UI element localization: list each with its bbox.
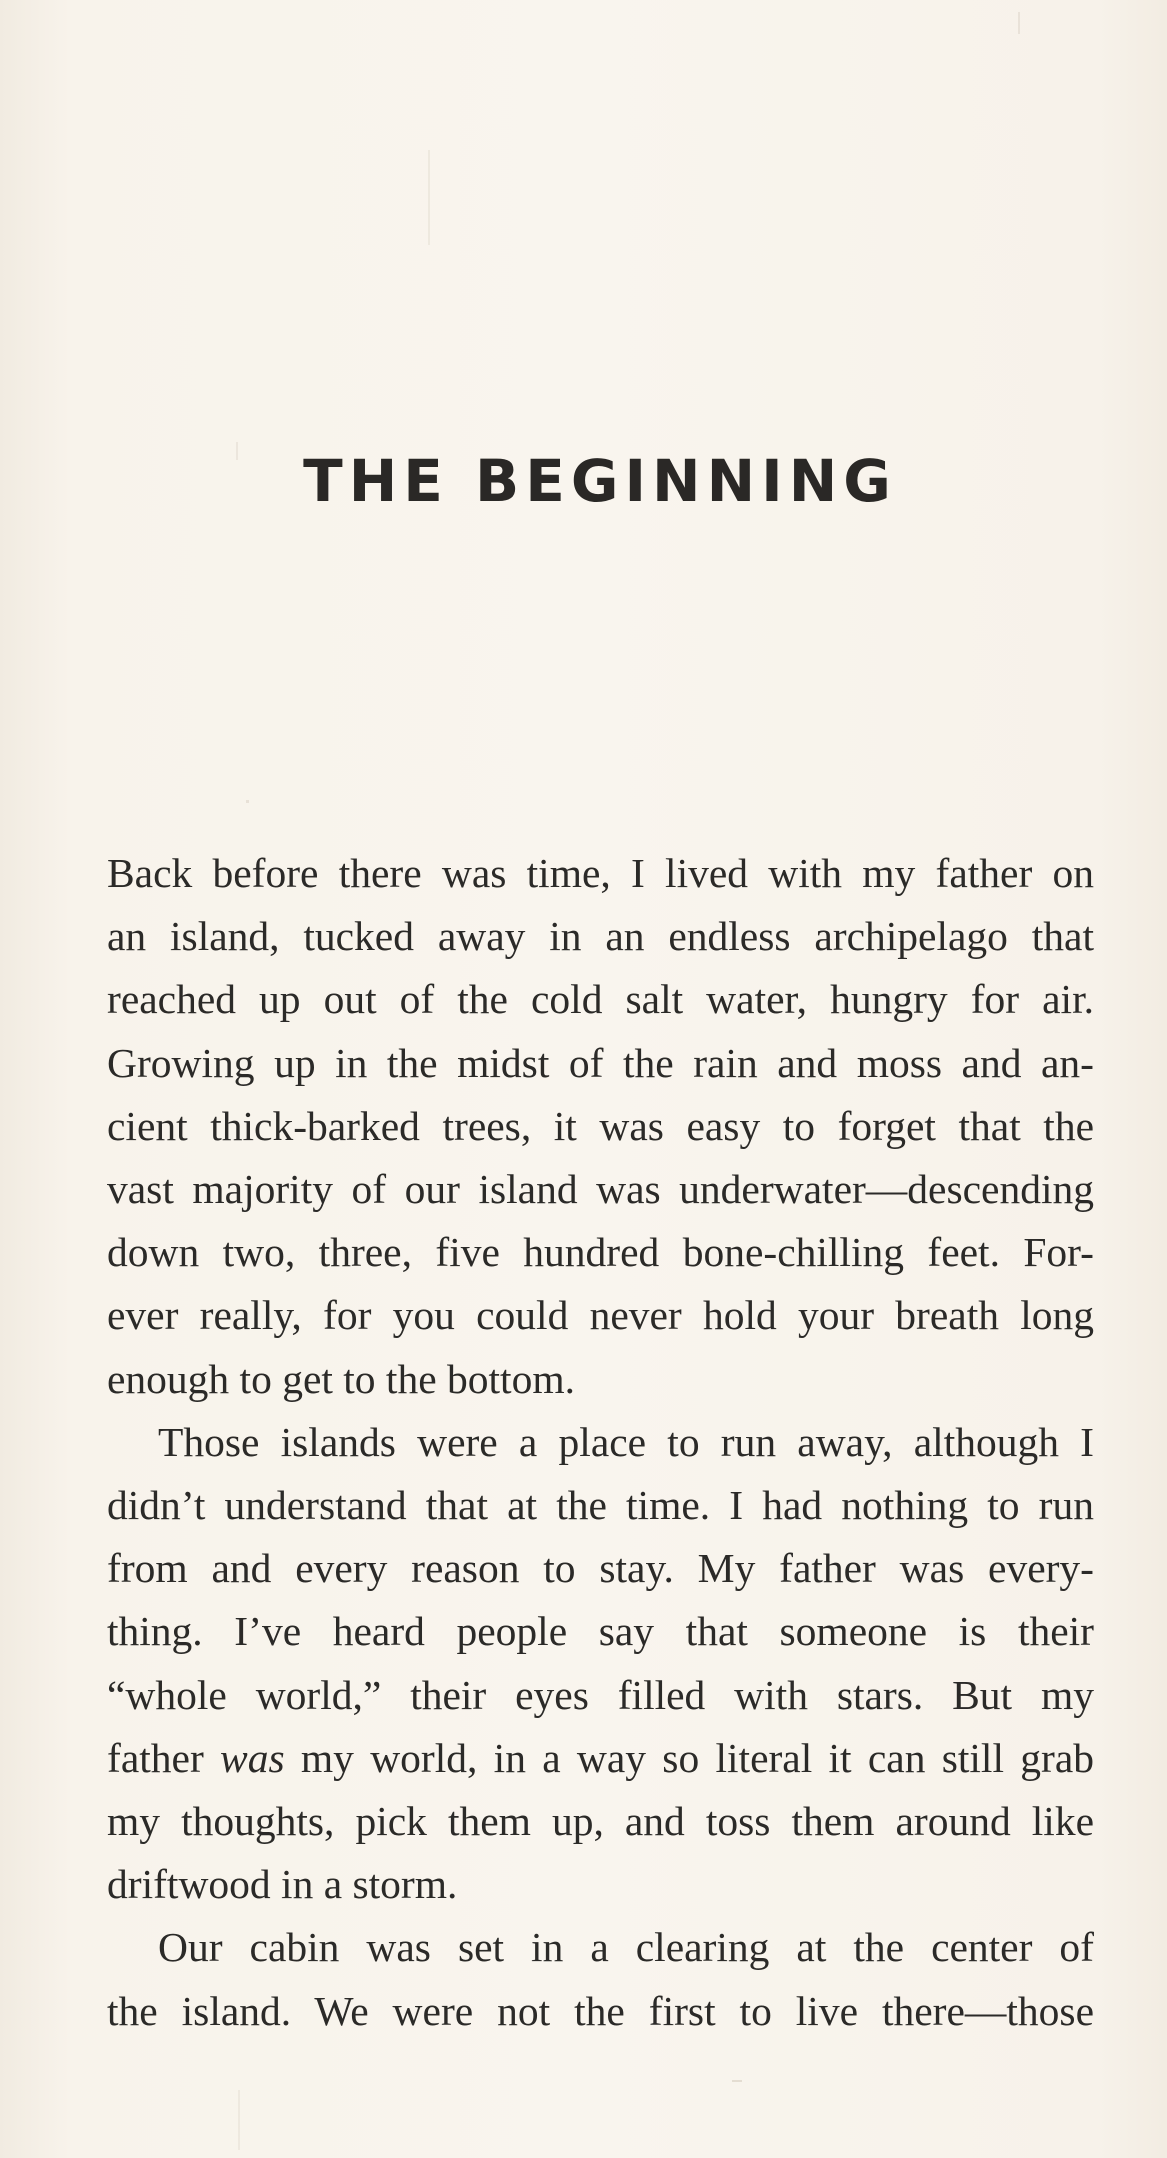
text-line: Those islands were a place to run away, although I [158,1418,1094,1465]
text-line-with-emphasis [107,1727,1094,1790]
chapter-title: THE BEGINNING [303,447,897,515]
text-line: Back before there was time, I lived with my father on [107,850,1094,896]
text-line: Growing up in the midst of the rain and moss and an- [107,1039,1094,1086]
text-line: driftwood in a storm. [107,1861,458,1908]
text-line: enough to get to the bottom. [107,1355,575,1402]
paragraph-1 [107,842,1094,1411]
paper-speck [246,800,249,803]
paper-speck [732,2080,742,2082]
text-line: didn’t understand that at the time. I had nothing to run [107,1482,1094,1529]
paper-speck [1018,12,1020,34]
text-line: reached up out of the cold salt water, hungry for air. [107,976,1094,1023]
text-line: an island, tucked away in an endless archipelago that [107,913,1094,960]
text-line: thing. I’ve heard people say that someone is their [107,1608,1094,1655]
paper-speck [428,150,430,245]
paper-speck [238,2090,240,2150]
text-line: “whole world,” their eyes filled with stars. But my [107,1671,1094,1718]
emphasized-word: was [220,1734,285,1781]
text-line: my thoughts, pick them up, and toss them around like [107,1798,1094,1845]
text-line: from and every reason to stay. My father was every- [107,1545,1094,1592]
chapter-body [107,842,1094,2043]
text-line: cient thick-barked trees, it was easy to forget that the [107,1102,1094,1149]
paragraph-3 [107,1916,1094,2042]
text-line: vast majority of our island was underwater—descending [107,1166,1094,1213]
text-line: Our cabin was set in a clearing at the center of [158,1924,1094,1971]
text-line: ever really, for you could never hold your breath long [107,1292,1094,1339]
text-line: down two, three, five hundred bone-chilling feet. For- [107,1229,1094,1276]
text-fragment: my world, in a way so literal it can still grab [284,1734,1094,1781]
text-fragment: father [107,1734,221,1781]
paragraph-2 [107,1411,1094,1917]
text-line: the island. We were not the first to live there—those [107,1987,1094,2034]
